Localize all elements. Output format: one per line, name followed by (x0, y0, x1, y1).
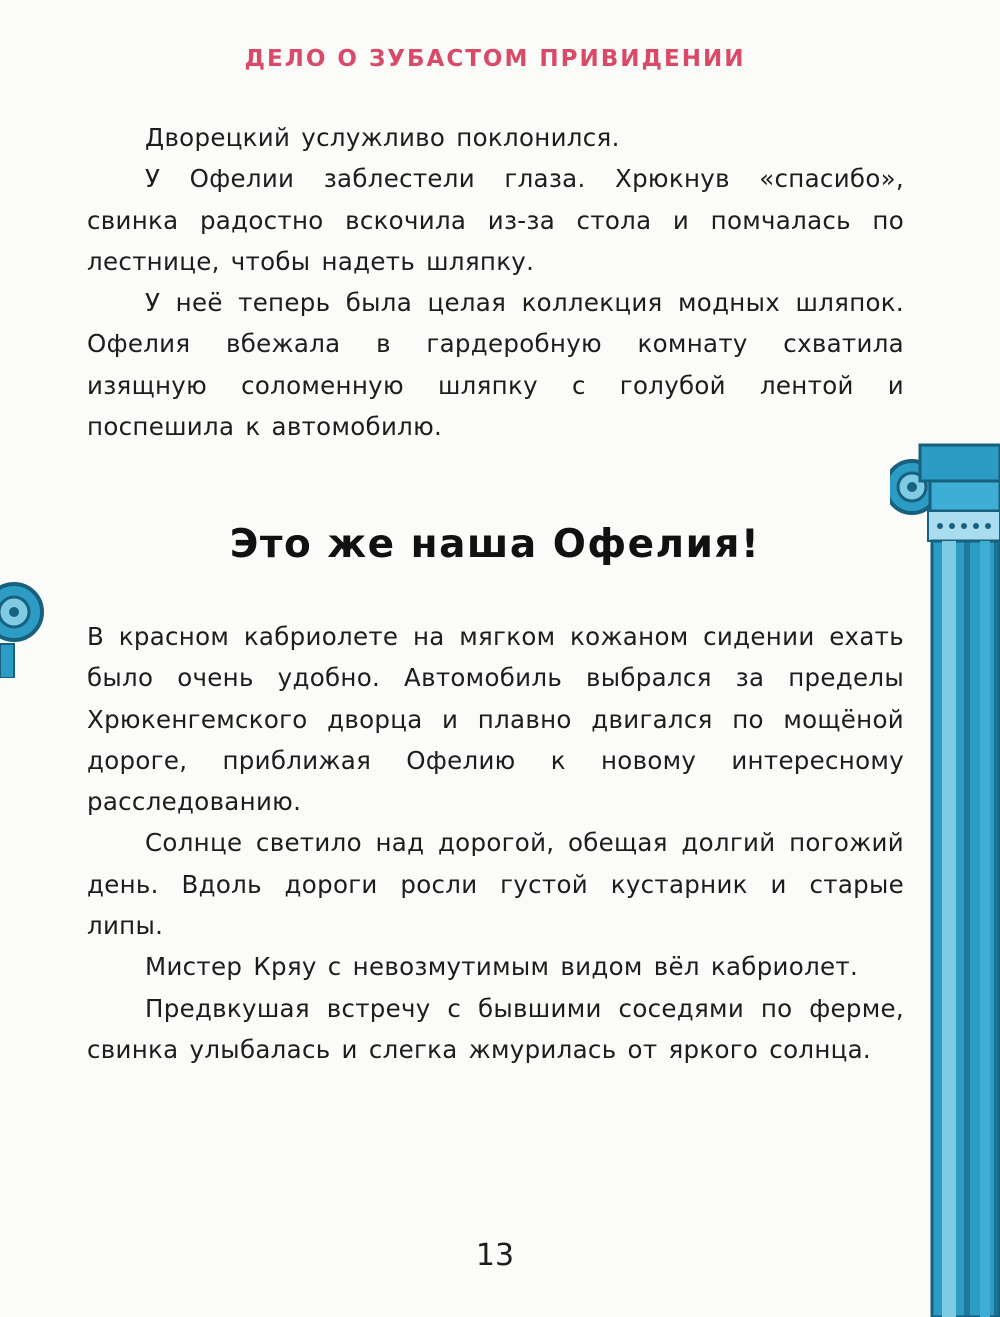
ionic-column-illustration-right (890, 425, 1000, 1317)
paragraph: Мистер Кряу с невозмутимым видом вёл кабриолет. (145, 952, 859, 982)
text-block-bottom (87, 616, 904, 1070)
paragraph: Дворецкий услужливо поклонился. (145, 123, 620, 152)
paragraph: Солнце светило над дорогой, обещая долгий погожий день. Вдоль дороги росли густой кустарник и старые липы. (87, 828, 904, 941)
paragraph: Предвкушая встречу с бывшими соседями по ферме, свинка улыбалась и слегка жмурилась от яркого солнца. (87, 993, 904, 1064)
section-heading: Это же наша Офелия! (229, 522, 761, 567)
paragraph: У неё теперь была целая коллекция модных шляпок. Офелия вбежала в гардеробную комнату схватила изящную соломенную шляпку с голубой лентой и поспешила к автомобилю. (87, 288, 904, 442)
text-block-top (87, 117, 904, 447)
page-number: 13 (475, 1238, 515, 1273)
paragraph: У Офелии заблестели глаза. Хрюкнув «спасибо», свинка радостно вскочила из-за стола и помчалась по лестнице, чтобы надеть шляпку. (87, 164, 904, 276)
running-head: ДЕЛО О ЗУБАСТОМ ПРИВИДЕНИИ (244, 46, 746, 72)
paragraph: В красном кабриолете на мягком кожаном сидении ехать было очень удобно. Автомобиль выбрался за пределы Хрюкенгемского дворца и плавно двигался по мощёной дороге, приближая Офелию к новому интересному расследованию. (87, 622, 904, 817)
ionic-column-illustration-left (0, 568, 50, 678)
